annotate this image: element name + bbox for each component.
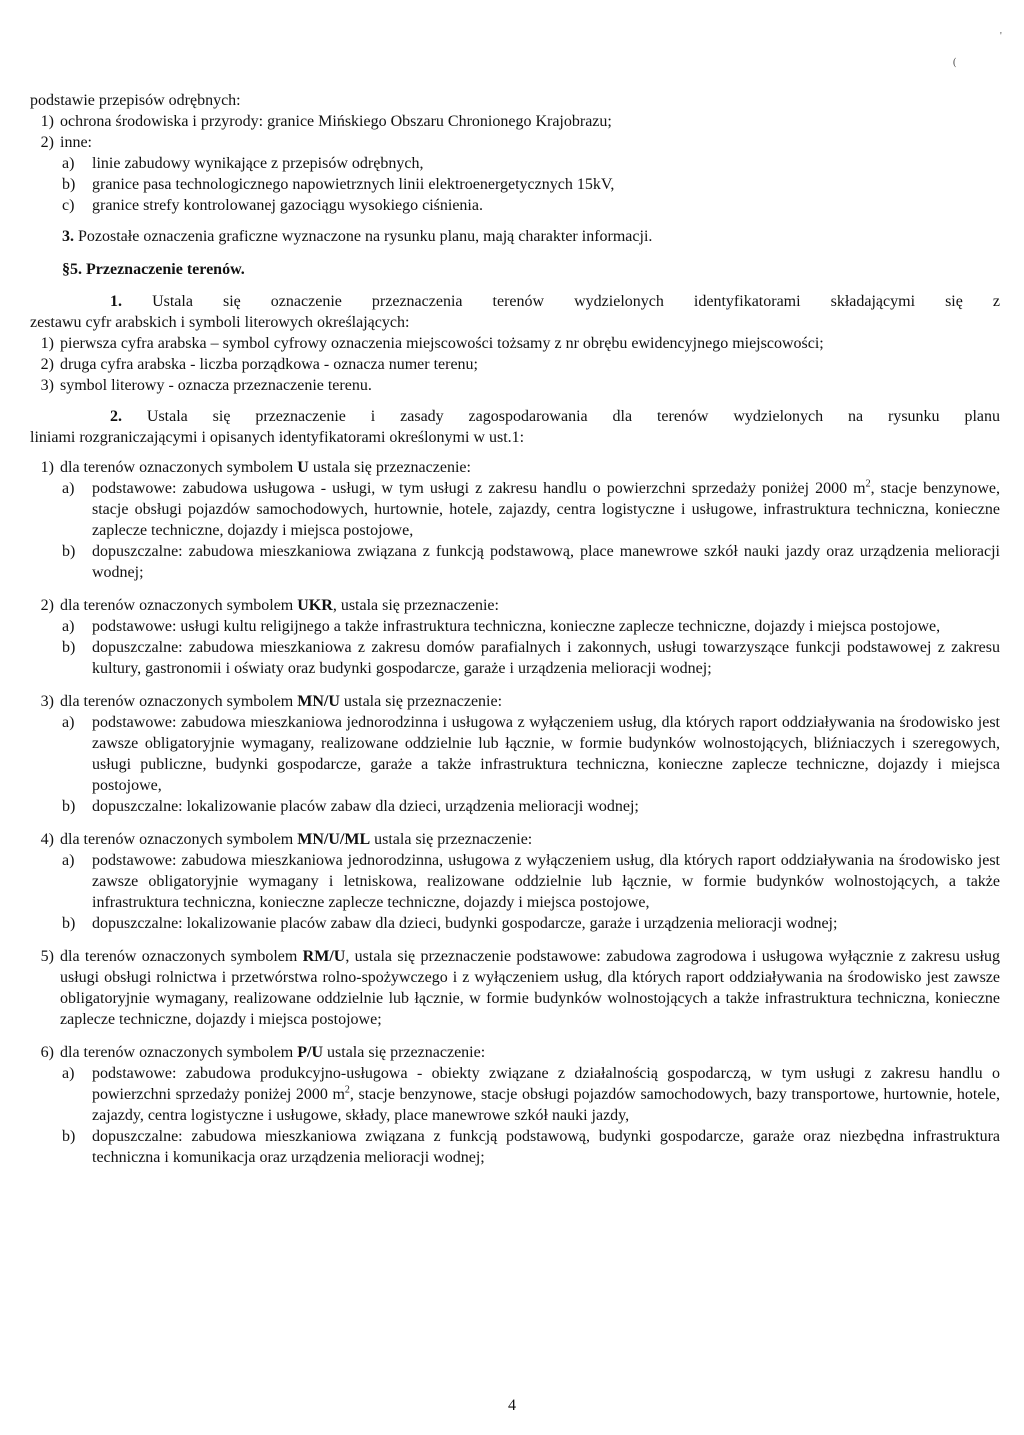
list-item: 3) dla terenów oznaczonych symbolem MN/U ustala się przeznaczenie: [40, 693, 503, 710]
list-item: a) linie zabudowy wynikające z przepisów odrębnych, [62, 155, 424, 172]
list-item: 1) ochrona środowiska i przyrody: granice Mińskiego Obszaru Chronionego Krajobrazu; [40, 113, 612, 130]
section-heading: §5. Przeznaczenie terenów. [62, 261, 245, 278]
paragraph: 2. Ustala się przeznaczenie i zasady zagospodarowania dla terenów wydzielonych na rysunku planu [110, 408, 1000, 425]
paragraph: 3. Pozostałe oznaczenia graficzne wyznaczone na rysunku planu, mają charakter informacji. [62, 228, 653, 245]
list-item: 6) dla terenów oznaczonych symbolem P/U ustala się przeznaczenie: [40, 1044, 486, 1061]
list-item: 2) druga cyfra arabska - liczba porządkowa - oznacza numer terenu; [40, 356, 478, 373]
list-item: b) dopuszczalne: zabudowa mieszkaniowa z zakresu domów parafialnych i zakonnych, usługi towarzyszące funkcji podstawowej z zakresu kultury, gastronomii i oświaty oraz budynki gospodarcze, garaże i urządzenia melioracji wodnej; [62, 639, 1000, 677]
list-item: 2) inne: [40, 134, 92, 151]
document-body [30, 90, 1000, 1168]
list-item: c) granice strefy kontrolowanej gazociągu wysokiego ciśnienia. [62, 197, 483, 214]
scan-mark: ' [1000, 31, 1002, 42]
list-item: b) granice pasa technologicznego napowietrznych linii elektroenergetycznych 15kV, [62, 176, 615, 193]
list-item: 2) dla terenów oznaczonych symbolem UKR, ustala się przeznaczenie: [40, 597, 499, 614]
list-item: b) dopuszczalne: zabudowa mieszkaniowa związana z funkcją podstawową, place manewrowe szkół nauki jazdy oraz urządzenia melioracji wodnej; [62, 543, 1000, 581]
scan-mark: ( [953, 57, 957, 68]
list-item: 4) dla terenów oznaczonych symbolem MN/U/ML ustala się przeznaczenie: [40, 831, 533, 848]
list-item: b) dopuszczalne: lokalizowanie placów zabaw dla dzieci, urządzenia melioracji wodnej; [62, 798, 639, 815]
paragraph-line: zestawu cyfr arabskich i symboli literowych określających: [30, 314, 410, 331]
list-item: b) dopuszczalne: zabudowa mieszkaniowa związana z funkcją podstawową, budynki gospodarcze, garaże oraz niezbędna infrastruktura techniczna i komunikacja oraz urządzenia melioracji wodnej; [62, 1128, 1000, 1166]
list-item: 1) dla terenów oznaczonych symbolem U ustala się przeznaczenie: [40, 459, 471, 476]
list-item: a) podstawowe: zabudowa usługowa - usługi, w tym usługi z zakresu handlu o powierzchni sprzedaży poniżej 2000 $m^2$, stacje benzynowe, stacje obsługi pojazdów samochodowych, hurtownie, hotele, zajazdy, centra logistyczne i usługowe, infrastruktura techniczna, konieczne zaplecze techniczne, dojazdy i miejsca postojowe, [62, 478, 1001, 539]
list-item: 1) pierwsza cyfra arabska – symbol cyfrowy oznaczenia miejscowości tożsamy z nr obrębu ewidencyjnego miejscowości; [40, 335, 824, 352]
paragraph-line: liniami rozgraniczającymi i opisanych identyfikatorami określonymi w ust.1: [30, 429, 525, 446]
page-number: 4 [508, 1397, 516, 1414]
list-item: a) podstawowe: usługi kultu religijnego a także infrastruktura techniczna, konieczne zaplecze techniczne, dojazdy i miejsca postojowe, [62, 618, 941, 635]
intro-line: podstawie przepisów odrębnych: [30, 92, 241, 109]
list-item: b) dopuszczalne: lokalizowanie placów zabaw dla dzieci, budynki gospodarcze, garaże i urządzenia melioracji wodnej; [62, 915, 838, 932]
list-item: a) podstawowe: zabudowa mieszkaniowa jednorodzinna, usługowa z wyłączeniem usług, dla których raport oddziaływania na środowisko jest zawsze obligatoryjnie wymagany i letniskowa, realizowane oddzielnie lub łącznie, w formie budynków wolnostojących, a także infrastruktura techniczna, konieczne zaplecze techniczne, dojazdy i miejsca postojowe, [62, 852, 1000, 911]
paragraph: 1. Ustala się oznaczenie przeznaczenia terenów wydzielonych identyfikatorami składającymi się z [110, 293, 1001, 310]
list-item: a) podstawowe: zabudowa produkcyjno-usługowa - obiekty związane z działalnością gospodarczą, w tym usługi z zakresu handlu o powierzchni sprzedaży poniżej 2000 $m^2$, stacje benzynowe, stacje obsługi pojazdów samochodowych, bazy transportowe, hurtownie, hotele, zajazdy, centra logistyczne i usługowe, składy, place manewrowe szkół nauki jazdy, [62, 1065, 1001, 1124]
list-item: a) podstawowe: zabudowa mieszkaniowa jednorodzinna i usługowa z wyłączeniem usług, dla których raport oddziaływania na środowisko jest zawsze obligatoryjnie wymagany, realizowane oddzielnie lub łącznie, w formie budynków wolnostojących, bliźniaczych i szeregowych, usługi publiczne, budynki gospodarcze, garaże a także infrastruktura techniczna, konieczne zaplecze techniczne, dojazdy i miejsca postojowe, [62, 714, 1000, 794]
list-item: 3) symbol literowy - oznacza przeznaczenie terenu. [40, 377, 372, 394]
list-item: 5) dla terenów oznaczonych symbolem RM/U, ustala się przeznaczenie podstawowe: zabudowa zagrodowa i usługowa wyłącznie z zakresu usług usługi obsługi rolnictwa i przetwórstwa rolno-spożywczego i z wyłączeniem usług, dla których raport oddziaływania na środowisko jest zawsze obligatoryjnie wymagany, realizowane oddzielnie lub łącznie, w formie budynków wolnostojących a także infrastruktura techniczna, konieczne zaplecze techniczne, dojazdy i miejsca postojowe; [40, 948, 1000, 1028]
